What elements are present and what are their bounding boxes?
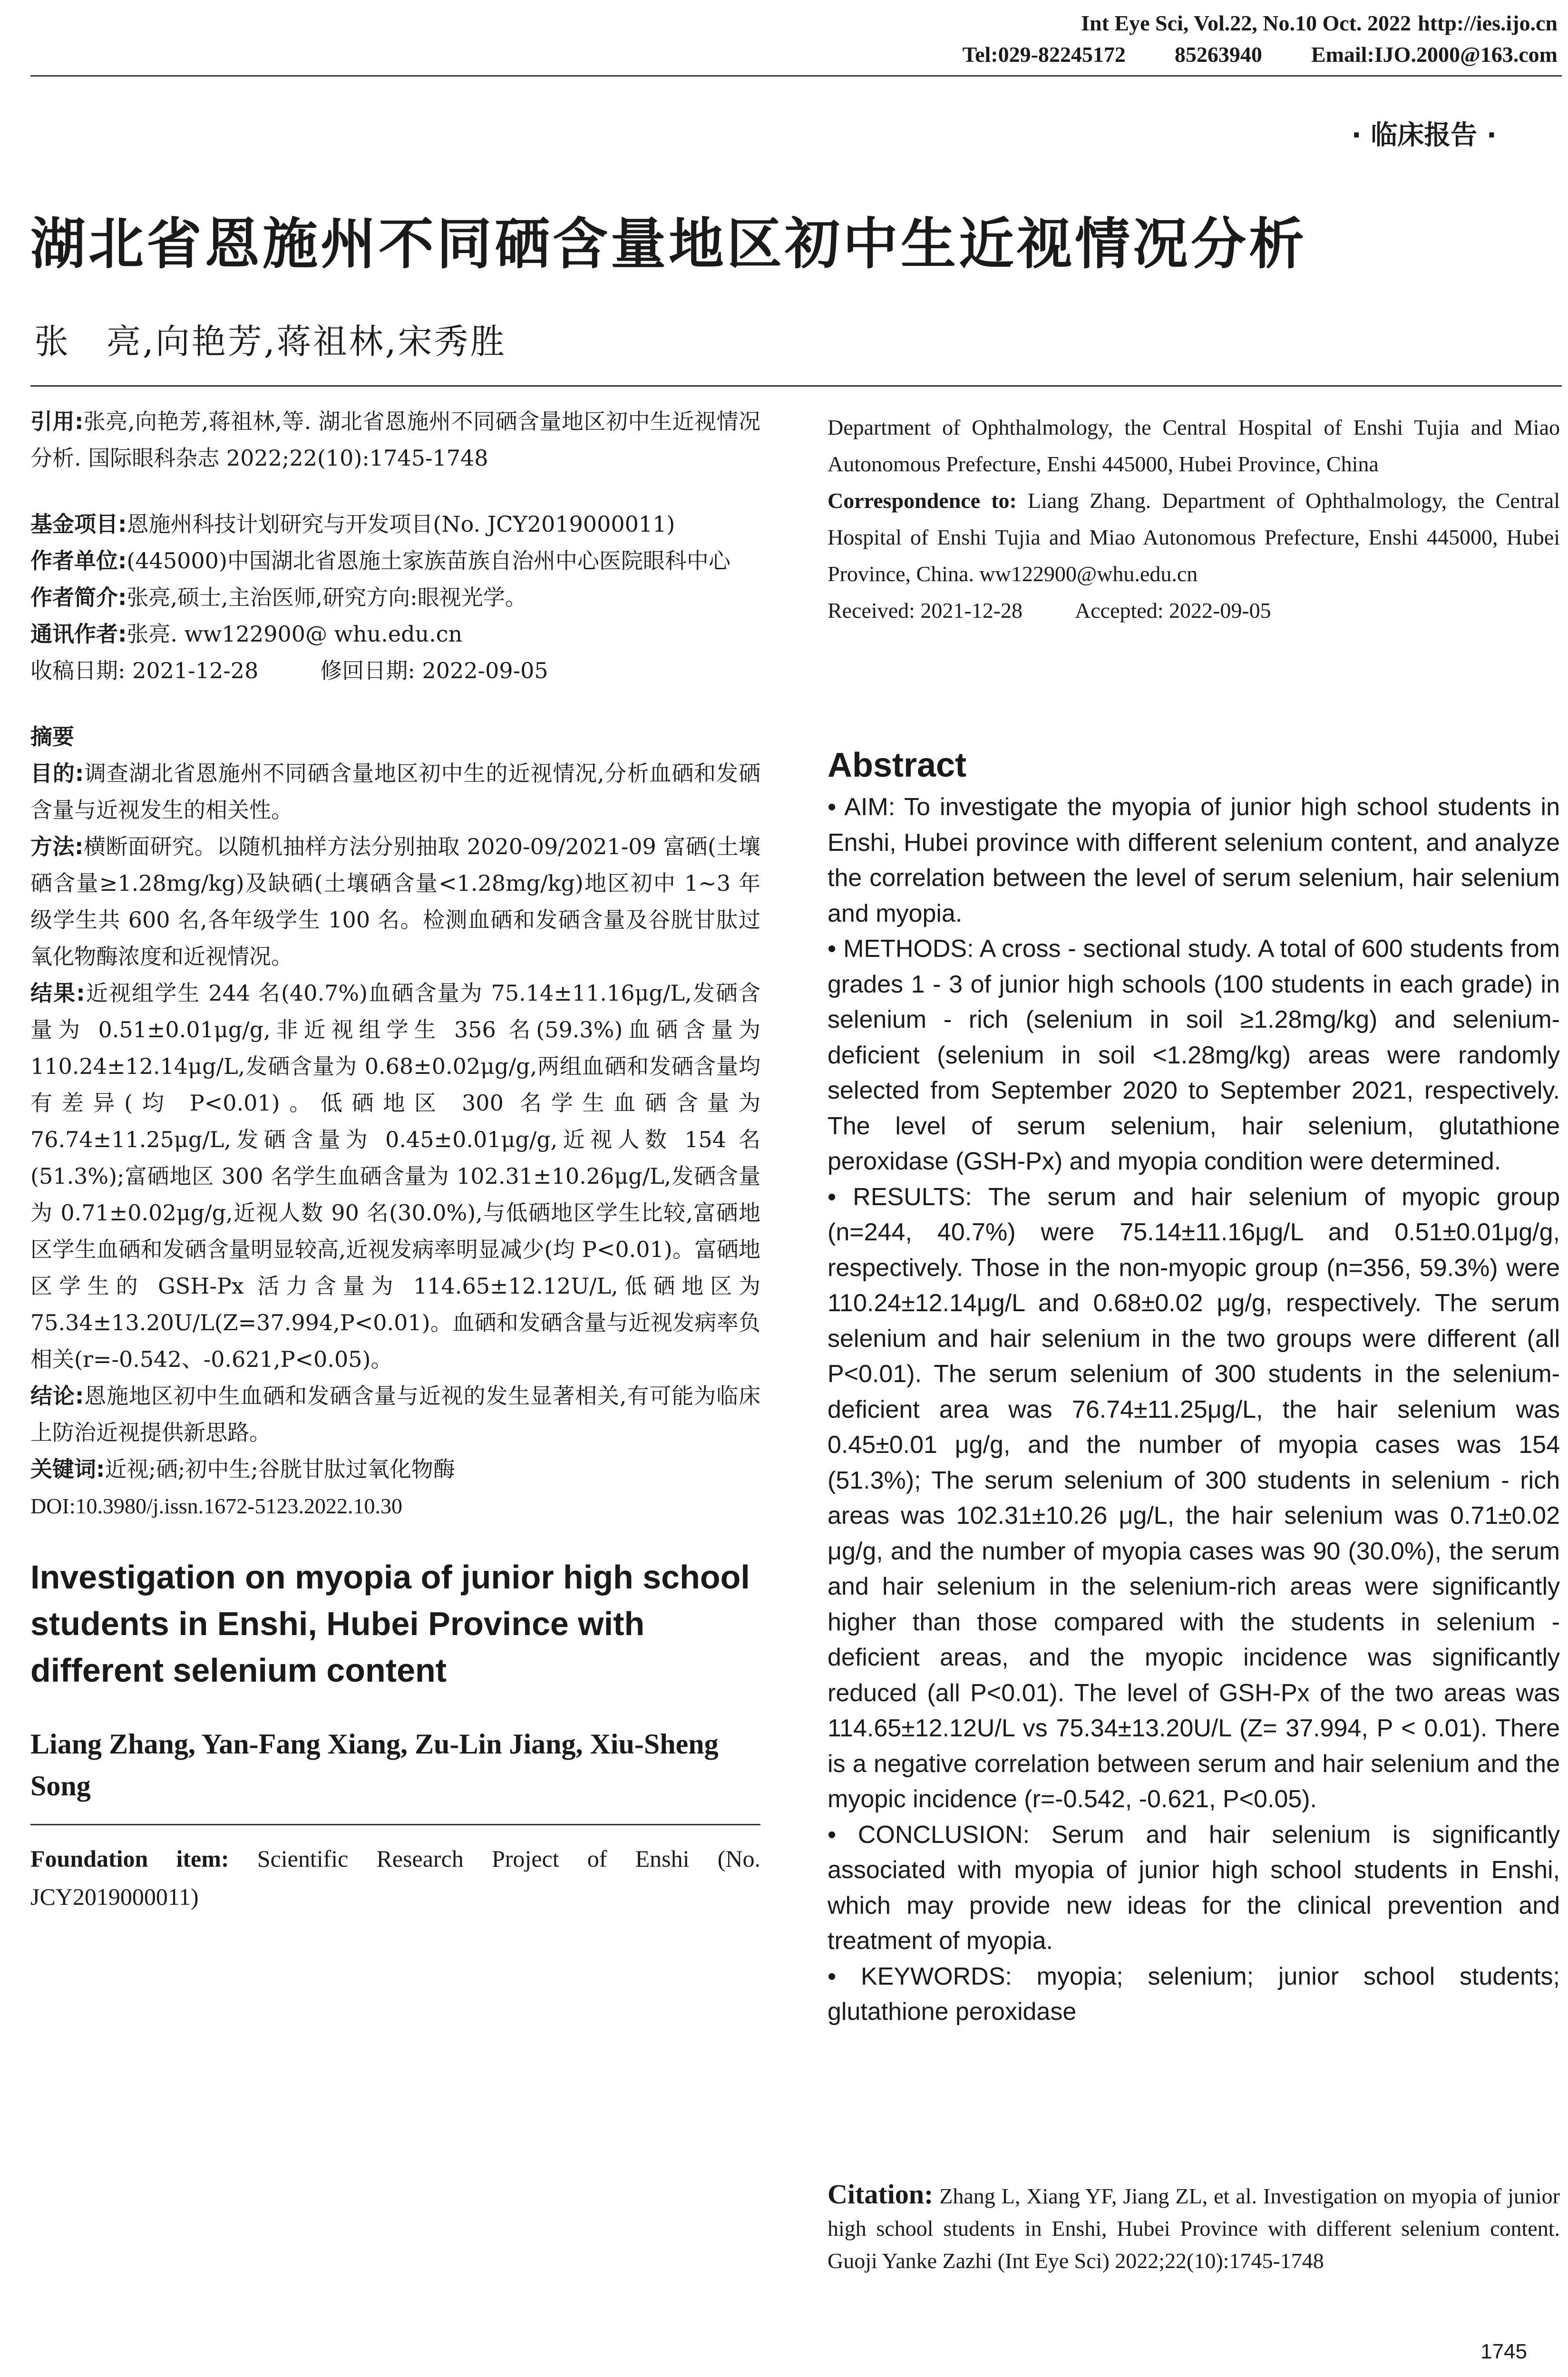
en-dates <box>828 592 1560 629</box>
zh-methods <box>30 828 760 975</box>
zh-aim-label: 目的: <box>30 760 84 786</box>
zh-bio <box>30 579 760 616</box>
journal-url[interactable]: http://ies.ijo.cn <box>1418 11 1558 35</box>
en-conclusion: • CONCLUSION: Serum and hair selenium is significantly associated with myopia of junior high school students in Enshi, which may provide new ideas for the clinical prevention and treatment of myopia. <box>828 1821 1560 1955</box>
page-number: 1745 <box>1480 2340 1527 2363</box>
journal-email[interactable]: Email:IJO.2000@163.com <box>1311 42 1558 67</box>
zh-received: 收稿日期: 2021-12-28 <box>30 658 259 683</box>
journal-tel: Tel:029-82245172 <box>962 42 1126 67</box>
en-citation-text: Zhang L, Xiang YF, Jiang ZL, et al. Investigation on myopia of junior high school students in Enshi, Hubei Province with different selenium content. Guoji Yanke Zazhi (Int Eye Sci) 2022;22(10):1745-1748 <box>828 2184 1560 2273</box>
zh-unit-text: (445000)中国湖北省恩施土家族苗族自治州中心医院眼科中心 <box>127 548 730 574</box>
zh-abstract-heading: 摘要 <box>30 724 74 750</box>
journal-tel2: 85263940 <box>1174 42 1262 67</box>
journal-header-line2 <box>963 40 1558 69</box>
en-keywords: • KEYWORDS: myopia; selenium; junior school students; glutathione peroxidase <box>828 1962 1560 2026</box>
zh-keywords-label: 关键词: <box>30 1456 105 1482</box>
zh-unit <box>30 543 760 579</box>
title-rule <box>30 385 1562 387</box>
en-results: • RESULTS: The serum and hair selenium of myopic group (n=244, 40.7%) were 75.14±11.16μg/L and 0.51±0.01μg/g, respectively. Those in the non-myopic group (n=356, 59.3%) were 110.24±12.14μg/L and 0.68±0.02 μg/g, respectively. The serum selenium and hair selenium in the two groups were different (all P<0.01). The serum selenium of 300 students in the selenium-deficient area was 76.74±11.25μg/L, the hair selenium was 0.45±0.01 μg/g, and the number of myopia cases was 154 (51.3%); The serum selenium of 300 students in selenium - rich areas was 102.31±10.26 μg/L, the hair selenium was 0.71±0.02 μg/g, and the number of myopia cases was 90 (30.0%), the serum and hair selenium in the selenium-rich areas were significantly higher than those compared with the students in selenium - deficient areas, and the myopic incidence was significantly reduced (all P<0.01). The level of GSH-Px of the two areas was 114.65±12.12U/L vs 75.34±13.20U/L (Z= 37.994, P < 0.01). There is a negative correlation between serum and hair selenium and the myopic incidence (r=-0.542, -0.621, P<0.05). <box>828 1183 1560 1813</box>
en-corr-label: Correspondence to: <box>828 488 1017 513</box>
en-citation-label: Citation: <box>828 2179 934 2210</box>
zh-conclusion-label: 结论: <box>30 1383 84 1409</box>
zh-bio-text: 张亮,硕士,主治医师,研究方向:眼视光学。 <box>127 585 527 610</box>
page-title: 湖北省恩施州不同硒含量地区初中生近视情况分析 <box>30 212 1307 276</box>
en-aim: • AIM: To investigate the myopia of junior high school students in Enshi, Hubei province with different selenium content, and analyze the correlation between the level of serum selenium, hair selenium and myopia. <box>828 793 1560 927</box>
en-title: Investigation on myopia of junior high school students in Enshi, Hubei Province with different selenium content <box>30 1559 750 1689</box>
zh-results-label: 结果: <box>30 980 85 1006</box>
en-authors: Liang Zhang, Yan-Fang Xiang, Zu-Lin Jiang, Xiu-Sheng Song <box>30 1728 719 1802</box>
authors-zh: 张 亮,向艳芳,蒋祖林,宋秀胜 <box>34 321 506 361</box>
en-abstract-heading: Abstract <box>828 746 967 784</box>
zh-results-text: 近视组学生 244 名(40.7%)血硒含量为 75.14±11.16μg/L,发硒含量为 0.51±0.01μg/g,非近视组学生 356 名(59.3%)血硒含量为 110.24±12.14μg/L,发硒含量为 0.68±0.02μg/g,两组血硒和发硒含量均有差异(均 P<0.01)。低硒地区 300 名学生血硒含量为 76.74±11.25μg/L,发硒含量为 0.45±0.01μg/g,近视人数 154 名(51.3%);富硒地区 300 名学生血硒含量为 102.31±10.26μg/L,发硒含量为 0.71±0.02μg/g,近视人数 90 名(30.0%),与低硒地区学生比较,富硒地区学生血硒和发硒含量明显较高,近视发病率明显减少(均 P<0.01)。富硒地区学生的 GSH-Px 活力含量为 114.65±12.12U/L,低硒地区为 75.34±13.20U/L(Z=37.994,P<0.01)。血硒和发硒含量与近视发病率负相关(r=-0.542、-0.621,P<0.05)。 <box>30 980 760 1372</box>
en-abstract-body <box>828 789 1560 2030</box>
zh-keywords <box>30 1451 760 1488</box>
section-label: · 临床报告 · <box>1351 120 1497 151</box>
zh-aim <box>30 755 760 828</box>
en-affiliation: Department of Ophthalmology, the Central Hospital of Enshi Tujia and Miao Autonomous Prefecture, Enshi 445000, Hubei Province, China <box>828 415 1560 476</box>
zh-fund <box>30 506 760 543</box>
zh-fund-label: 基金项目: <box>30 511 127 537</box>
zh-fund-text: 恩施州科技计划研究与开发项目(No. JCY2019000011) <box>127 511 675 537</box>
zh-methods-text: 横断面研究。以随机抽样方法分别抽取 2020-09/2021-09 富硒(土壤硒含量≥1.28mg/kg)及缺硒(土壤硒含量<1.28mg/kg)地区初中 1~3 年级学生共 600 名,各年级学生 100 名。检测血硒和发硒含量及谷胱甘肽过氧化物酶浓度和近视情况。 <box>30 834 760 969</box>
zh-dates <box>30 653 760 689</box>
en-foundation <box>30 1840 760 1916</box>
left-column <box>30 403 760 1916</box>
en-citation <box>828 2178 1560 2277</box>
en-foundation-text: Scientific Research Project of Enshi (No. JCY2019000011) <box>30 1845 760 1910</box>
zh-unit-label: 作者单位: <box>30 548 127 574</box>
zh-results <box>30 975 760 1378</box>
en-accepted: Accepted: 2022-09-05 <box>1075 598 1271 623</box>
zh-citation <box>30 403 760 477</box>
en-correspondence <box>828 482 1560 592</box>
zh-corr-text: 张亮. ww122900@ whu.edu.cn <box>127 621 463 647</box>
zh-revised: 修回日期: 2022-09-05 <box>320 658 548 683</box>
zh-corr-label: 通讯作者: <box>30 621 127 647</box>
zh-doi[interactable]: DOI:10.3980/j.issn.1672-5123.2022.10.30 <box>30 1494 402 1518</box>
zh-aim-text: 调查湖北省恩施州不同硒含量地区初中生的近视情况,分析血硒和发硒含量与近视发生的相关性。 <box>30 760 760 823</box>
zh-conclusion-text: 恩施地区初中生血硒和发硒含量与近视的发生显著相关,有可能为临床上防治近视提供新思路。 <box>30 1383 760 1445</box>
zh-citation-text: 张亮,向艳芳,蒋祖林,等. 湖北省恩施州不同硒含量地区初中生近视情况分析. 国际眼科杂志 2022;22(10):1745-1748 <box>30 409 760 471</box>
en-foundation-label: Foundation item: <box>30 1845 229 1872</box>
right-column-top <box>828 409 1560 629</box>
en-received: Received: 2021-12-28 <box>828 598 1023 623</box>
zh-corr <box>30 616 760 653</box>
zh-conclusion <box>30 1378 760 1451</box>
zh-keywords-text: 近视;硒;初中生;谷胱甘肽过氧化物酶 <box>105 1456 455 1482</box>
zh-bio-label: 作者简介: <box>30 585 127 610</box>
en-corr-text: Liang Zhang. Department of Ophthalmology, the Central Hospital of Enshi Tujia and Miao Autonomous Prefecture, Enshi 445000, Hubei Province, China. ww122900@whu.edu.cn <box>828 488 1560 586</box>
journal-citation: Int Eye Sci, Vol.22, No.10 Oct. 2022 <box>1081 11 1411 35</box>
journal-header-line1 <box>1081 9 1411 38</box>
zh-citation-label: 引用: <box>30 409 84 434</box>
header-rule <box>30 75 1562 77</box>
en-methods: • METHODS: A cross - sectional study. A total of 600 students from grades 1 - 3 of junior high schools (100 students in each grade) in selenium - rich (selenium in soil ≥1.28mg/kg) and selenium-deficient (selenium in soil <1.28mg/kg) areas were randomly selected from September 2020 to September 2021, respectively. The level of serum selenium, hair selenium, glutathione peroxidase (GSH-Px) and myopia condition were determined. <box>828 935 1560 1175</box>
zh-methods-label: 方法: <box>30 834 84 859</box>
left-rule <box>30 1824 760 1825</box>
